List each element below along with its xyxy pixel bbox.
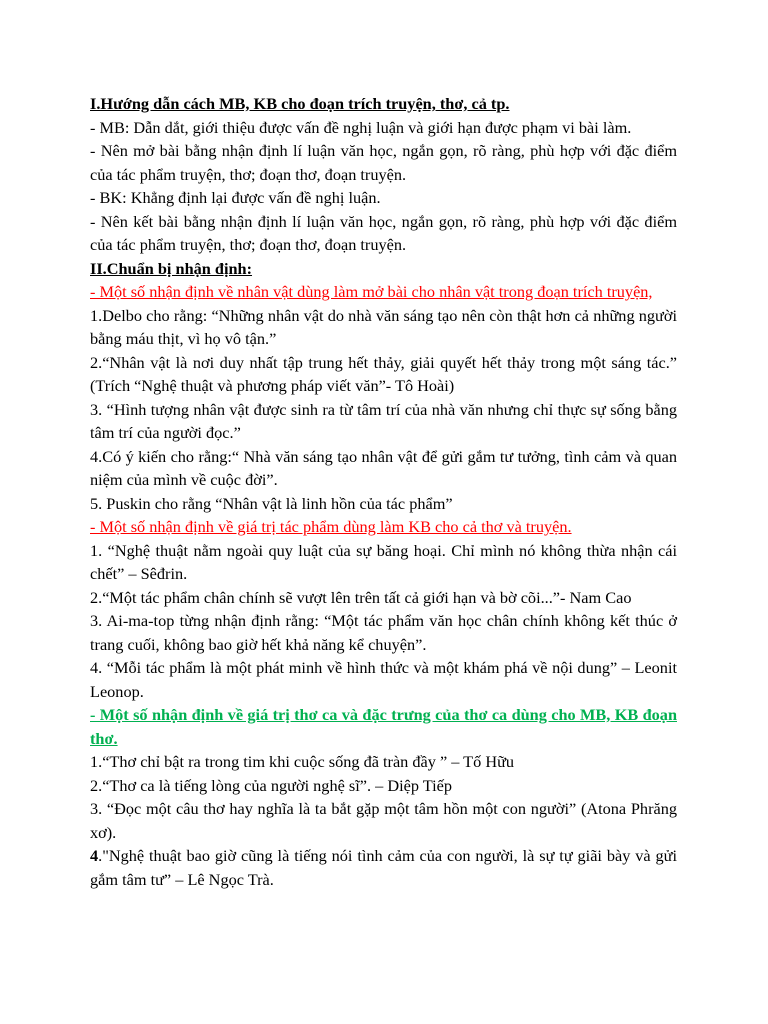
character-quote: 2.“Nhân vật là nơi duy nhất tập trung hết thảy, giải quyết hết thảy trong một sáng tác.” (Trích “Nghệ thuật và phương pháp viết văn”- Tô Hoài)	[90, 352, 677, 395]
value-quote: 3. Ai-ma-top từng nhận định rằng: “Một tác phẩm văn học chân chính không kết thúc ở trang cuối, không bao giờ hết khả năng kể chuyện”.	[90, 611, 677, 654]
poetry-quote-text: ."Nghệ thuật bao giờ cũng là tiếng nói tình cảm của con người, là sự tự giãi bày và gửi gắm tâm tư” – Lê Ngọc Trà.	[90, 846, 677, 889]
heading-prepare: II.Chuẩn bị nhận định:	[90, 258, 253, 278]
character-quote: 3. “Hình tượng nhân vật được sinh ra từ tâm trí của nhà văn nhưng chỉ thực sự sống bằng tâm trí của người đọc.”	[90, 399, 677, 442]
poetry-quote: 1.“Thơ chỉ bật ra trong tim khi cuộc sống đã tràn đầy ” – Tố Hữu	[90, 752, 515, 771]
document-page	[90, 92, 677, 891]
character-quote: 5. Puskin cho rằng “Nhân vật là linh hồn của tác phẩm”	[90, 493, 453, 513]
poetry-quote	[90, 844, 677, 891]
bk-advice: - Nên kết bài bằng nhận định lí luận văn học, ngắn gọn, rõ ràng, phù hợp với đặc điểm của tác phẩm truyện, thơ; đoạn thơ, đoạn truyện.	[90, 211, 677, 254]
poetry-quote: 3. “Đọc một câu thơ hay nghĩa là ta bắt gặp một tâm hồn một con người” (Atona Phrăng xơ).	[90, 799, 677, 842]
value-quote: 2.“Một tác phẩm chân chính sẽ vượt lên trên tất cả giới hạn và bờ cõi...”- Nam Cao	[90, 587, 632, 607]
mb-definition: - MB: Dẫn dắt, giới thiệu được vấn đề nghị luận và giới hạn được phạm vi bài làm.	[90, 117, 632, 137]
character-quote: 1.Delbo cho rằng: “Những nhân vật do nhà văn sáng tạo nên còn thật hơn cả những người bằng máu thịt, vì họ vô tận.”	[90, 305, 677, 348]
value-quote: 1. “Nghệ thuật nằm ngoài quy luật của sự băng hoại. Chỉ mình nó không thừa nhận cái chết” – Sêđrin.	[90, 540, 677, 583]
poetry-quote-number: 4	[90, 846, 99, 865]
bk-definition: - BK: Khẳng định lại được vấn đề nghị luận.	[90, 188, 381, 207]
character-quote: 4.Có ý kiến cho rằng:“ Nhà văn sáng tạo nhân vật để gửi gắm tư tưởng, tình cảm và quan niệm của mình về cuộc đời”.	[90, 446, 677, 489]
poetry-quote: 2.“Thơ ca là tiếng lòng của người nghệ sĩ”. – Diệp Tiếp	[90, 775, 453, 795]
value-quote: 4. “Mỗi tác phẩm là một phát minh về hình thức và một khám phá về nội dung” – Leonit Leonop.	[90, 658, 677, 701]
mb-advice: - Nên mở bài bằng nhận định lí luận văn học, ngắn gọn, rõ ràng, phù hợp với đặc điểm của tác phẩm truyện, thơ; đoạn thơ, đoạn truyện.	[90, 141, 677, 184]
section-character-heading: - Một số nhận định về nhân vật dùng làm mở bài cho nhân vật trong đoạn trích truyện,	[90, 282, 653, 301]
section-poetry-heading: - Một số nhận định về giá trị thơ ca và đặc trưng của thơ ca dùng cho MB, KB đoạn thơ.	[90, 705, 677, 748]
heading-guide: I.Hướng dẫn cách MB, KB cho đoạn trích truyện, thơ, cả tp.	[90, 94, 510, 113]
section-value-heading: - Một số nhận định về giá trị tác phẩm dùng làm KB cho cả thơ và truyện.	[90, 517, 572, 536]
